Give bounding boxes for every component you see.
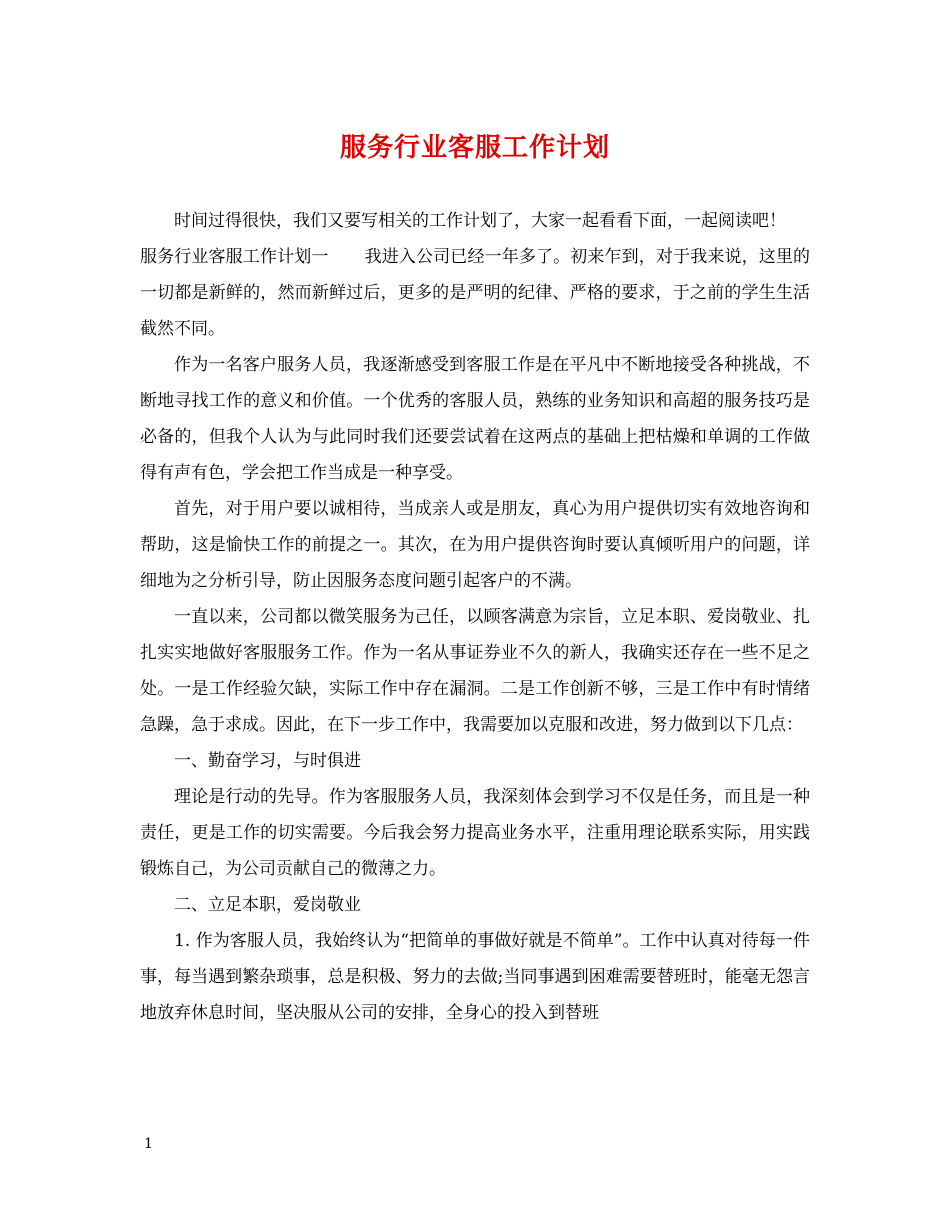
document-body [140,203,810,1031]
document-title: 服务行业客服工作计划 [339,133,610,163]
section-label: 服务行业客服工作计划一 [140,247,329,267]
body-paragraph-3: 一直以来，公司都以微笑服务为己任，以顾客满意为宗旨，立足本职、爱岗敬业、扎扎实实地做好客服服务工作。作为一名从事证券业不久的新人，我确实还存在一些不足之处。一是工作经验欠缺，实际工作中存在漏洞。二是工作创新不够，三是工作中有时情绪急躁，急于求成。因此，在下一步工作中，我需要加以克服和改进，努力做到以下几点： [140,607,810,735]
section-heading-1: 一、勤奋学习，与时俱进 [174,751,361,771]
body-paragraph-2: 首先，对于用户要以诚相待，当成亲人或是朋友，真心为用户提供切实有效地咨询和帮助，这是愉快工作的前提之一。其次，在为用户提供咨询时要认真倾听用户的问题，详细地为之分析引导，防止因服务态度问题引起客户的不满。 [140,499,810,591]
section-first-paragraph [140,239,810,347]
intro-paragraph: 时间过得很快，我们又要写相关的工作计划了，大家一起看看下面，一起阅读吧！ [174,211,786,231]
section-heading-2: 二、立足本职，爱岗敬业 [174,895,361,915]
page-number: 1 [144,1136,153,1152]
section-first-text: 我进入公司已经一年多了。初来乍到，对于我来说，这里的一切都是新鲜的，然而新鲜过后，更多的是严明的纪律、严格的要求，于之前的学生生活截然不同。 [140,247,811,339]
heading-1-paragraph: 理论是行动的先导。作为客服服务人员，我深刻体会到学习不仅是任务，而且是一种责任，更是工作的切实需要。今后我会努力提高业务水平，注重用理论联系实际，用实践锻炼自己，为公司贡献自己的微薄之力。 [140,787,810,879]
body-paragraph-1: 作为一名客户服务人员，我逐渐感受到客服工作是在平凡中不断地接受各种挑战，不断地寻找工作的意义和价值。一个优秀的客服人员，熟练的业务知识和高超的服务技巧是必备的，但我个人认为与此同时我们还要尝试着在这两点的基础上把枯燥和单调的工作做得有声有色，学会把工作当成是一种享受。 [140,355,810,483]
heading-2-paragraph: 1. 作为客服人员，我始终认为“把简单的事做好就是不简单”。工作中认真对待每一件事，每当遇到繁杂琐事，总是积极、努力的去做;当同事遇到困难需要替班时，能毫无怨言地放弃休息时间，坚决服从公司的安排，全身心的投入到替班 [140,931,810,1023]
